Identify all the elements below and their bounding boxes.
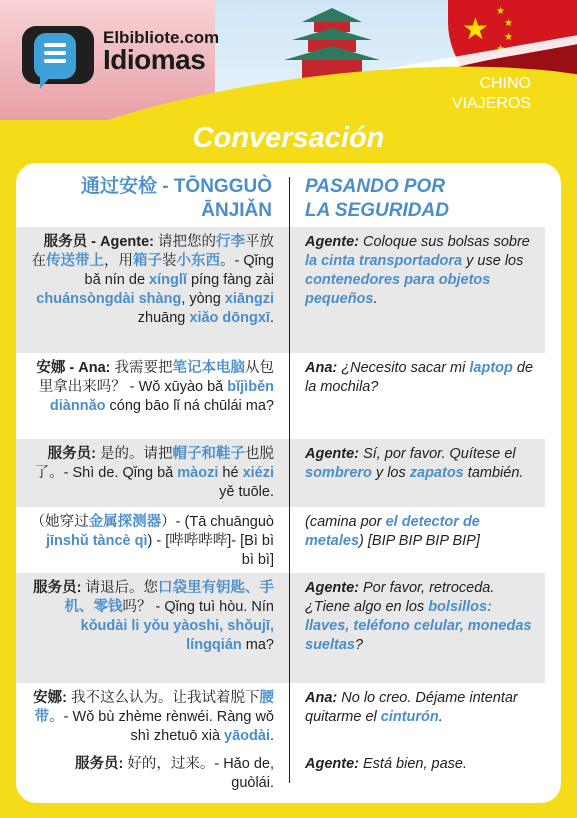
dialogue-text: .	[269, 728, 274, 744]
dialogue-text: ，用	[104, 253, 133, 269]
page-title: Conversación	[192, 122, 385, 154]
dialogue-row	[16, 573, 545, 683]
dialogue-text: , yòng	[181, 291, 225, 307]
dialogue-text: Sí, por favor. Quítese el	[358, 446, 516, 462]
dialogue-text: 请把您的	[153, 234, 216, 250]
tag-language: CHINO	[479, 75, 531, 92]
vocabulary-highlight: jīnshǔ tàncè qì	[46, 533, 148, 549]
speaker-label: Agente:	[305, 580, 359, 596]
vocabulary-highlight: 箱子	[133, 253, 162, 269]
dialogue-row	[16, 227, 545, 353]
dialogue-text: 是的。请把	[95, 446, 173, 462]
vocabulary-highlight: yāodài	[224, 728, 270, 744]
vocabulary-highlight: 笔记本电脑	[172, 360, 245, 376]
dialogue-text: ) [BIP BIP BIP BIP]	[359, 533, 480, 549]
chinese-line	[30, 579, 274, 655]
dialogue-row	[16, 507, 545, 573]
dialogue-text: Está bien, pase.	[358, 756, 467, 772]
section-title-chinese: 通过安检 - TŌNGGUÒ ĀNJIǍN	[80, 176, 272, 221]
flag-star-icon: ★	[504, 32, 513, 43]
vocabulary-highlight: zapatos	[409, 465, 464, 481]
vocabulary-highlight: 口袋里有钥匙、手机、零钱	[64, 580, 274, 615]
spanish-line	[305, 233, 540, 309]
vocabulary-highlight: la cinta transportadora	[305, 253, 463, 269]
vocabulary-highlight: 帽子和鞋子	[172, 446, 245, 462]
dialogue-text: Por favor, retroceda. ¿Tiene algo en los	[305, 580, 495, 615]
speaker-label: 服务员 - Agente:	[43, 234, 154, 250]
dialogue-text: también.	[463, 465, 524, 481]
dialogue-row	[16, 439, 545, 507]
vocabulary-highlight: bolsillos: llaves, teléfono celular, monedas sueltas	[305, 599, 532, 653]
dialogue-text: 请退后。您	[81, 580, 158, 596]
chinese-line	[30, 755, 274, 793]
vocabulary-highlight: 腰带	[34, 690, 274, 725]
spanish-line	[305, 579, 540, 655]
vocabulary-highlight: laptop	[469, 360, 513, 376]
speaker-label: Agente:	[305, 234, 359, 250]
dialogue-text: 也脱了。- Shì de. Qǐng bǎ	[34, 446, 274, 481]
logo[interactable]	[22, 26, 94, 84]
conversation-card	[16, 163, 561, 803]
chinese-line	[30, 513, 274, 570]
vocabulary-highlight: kǒudài li yǒu yàoshi, shǒujī, língqián	[80, 618, 274, 653]
speaker-label: Ana:	[305, 690, 338, 706]
vocabulary-highlight: xiǎo dōngxī	[189, 310, 270, 326]
dialogue-row	[16, 353, 545, 439]
dialogue-text: ¿Necesito sacar mi	[337, 360, 470, 376]
dialogue-text: ）- (Tā chuānguò	[161, 514, 274, 530]
dialogue-text: yě tuōle.	[219, 484, 274, 500]
section-title-line: PASANDO POR	[305, 176, 446, 197]
dialogue-text: 平放在	[31, 234, 274, 269]
spanish-line	[305, 445, 540, 483]
dialogue-text: ma?	[241, 637, 274, 653]
brand-name: Idiomas	[103, 44, 206, 75]
dialogue-text: 。- Wǒ bù zhème rènwéi. Ràng wǒ shì zhetuō xià	[49, 709, 274, 744]
vocabulary-highlight: xiāngzi	[224, 291, 274, 307]
dialogue-text: 吗？ - Qǐng tuì hòu. Nín	[122, 599, 274, 615]
column-divider	[289, 177, 290, 783]
speaker-label: Agente:	[305, 446, 359, 462]
dialogue-text: .	[269, 310, 274, 326]
vocabulary-highlight: xiézi	[242, 465, 274, 481]
speaker-label: 服务员:	[74, 756, 124, 772]
flag-star-icon: ★	[504, 18, 513, 29]
dialogue-text: .	[373, 291, 378, 307]
speaker-label: Agente:	[305, 756, 359, 772]
vocabulary-highlight: 传送带上	[46, 253, 104, 269]
vocabulary-highlight: 小东西	[176, 253, 220, 269]
dialogue-row	[16, 749, 545, 799]
vocabulary-highlight: chuánsòngdài shàng	[36, 291, 182, 307]
book-icon	[44, 43, 66, 67]
dialogue-text: ?	[354, 637, 364, 653]
chinese-line	[30, 445, 274, 502]
spanish-line	[305, 513, 540, 551]
dialogue-text: .	[438, 709, 443, 725]
section-title-spanish	[305, 175, 449, 223]
vocabulary-highlight: sombrero	[305, 465, 372, 481]
flag-star-icon: ★	[496, 6, 505, 17]
dialogue-text: y use los	[462, 253, 524, 269]
category-tag	[452, 74, 531, 114]
dialogue-text: 。- Qǐng bǎ nín de	[84, 253, 274, 288]
dialogue-text: cóng bāo lǐ ná chūlái ma?	[105, 398, 274, 414]
dialogue-text: 从包里拿出来吗？ - Wǒ xūyào bǎ	[38, 360, 274, 395]
spanish-line	[305, 359, 540, 397]
dialogue-text: de la mochila?	[305, 360, 534, 395]
dialogue-text: hé	[218, 465, 243, 481]
vocabulary-highlight: el detector de metales	[305, 514, 480, 549]
chinese-line	[30, 233, 274, 328]
chinese-line	[30, 359, 274, 416]
flag-star-icon: ★	[462, 13, 489, 46]
section-title-line: LA SEGURIDAD	[305, 200, 449, 221]
speaker-label: 安娜:	[33, 690, 67, 706]
dialogue-text: 我不这么认为。让我试着脱下	[66, 690, 260, 706]
dialogue-text: No lo creo. Déjame intentar quitarme el	[305, 690, 518, 725]
speaker-label: 服务员:	[33, 580, 82, 596]
spanish-line	[305, 755, 540, 774]
dialogue-text: píng fàng zài	[186, 272, 274, 288]
speaker-label: 服务员:	[47, 446, 96, 462]
vocabulary-highlight: 金属探测器	[88, 514, 162, 530]
chinese-line	[30, 689, 274, 746]
site-name[interactable]: Elbibliote.com	[103, 28, 220, 47]
speaker-label: 安娜 - Ana:	[36, 360, 111, 376]
vocabulary-highlight: màozi	[177, 465, 219, 481]
dialogue-text: 装	[162, 253, 177, 269]
dialogue-text: 好的，过来。- Hǎo de, guòlái.	[123, 756, 274, 791]
dialogue-text: 我需要把	[110, 360, 173, 376]
dialogue-text: zhuāng	[137, 310, 190, 326]
dialogue-text: （她穿过	[30, 514, 89, 530]
vocabulary-highlight: contenedores para objetos pequeños	[305, 272, 491, 307]
dialogue-row	[16, 683, 545, 749]
dialogue-text: Coloque sus bolsas sobre	[358, 234, 530, 250]
speaker-label: Ana:	[305, 360, 338, 376]
tag-audience: VIAJEROS	[451, 95, 531, 112]
dialogue-text: ) - [哔哔哔哔]- [Bì bì bì bì]	[147, 533, 274, 568]
spanish-line	[305, 689, 540, 727]
vocabulary-highlight: cinturón	[380, 709, 439, 725]
vocabulary-highlight: xínglǐ	[149, 272, 187, 288]
page-header	[0, 0, 577, 120]
dialogue-text: y los	[371, 465, 410, 481]
vocabulary-highlight: bǐjìběn diànnǎo	[49, 379, 274, 414]
dialogue-text: (camina por	[305, 514, 386, 530]
vocabulary-highlight: 行李	[216, 234, 245, 250]
